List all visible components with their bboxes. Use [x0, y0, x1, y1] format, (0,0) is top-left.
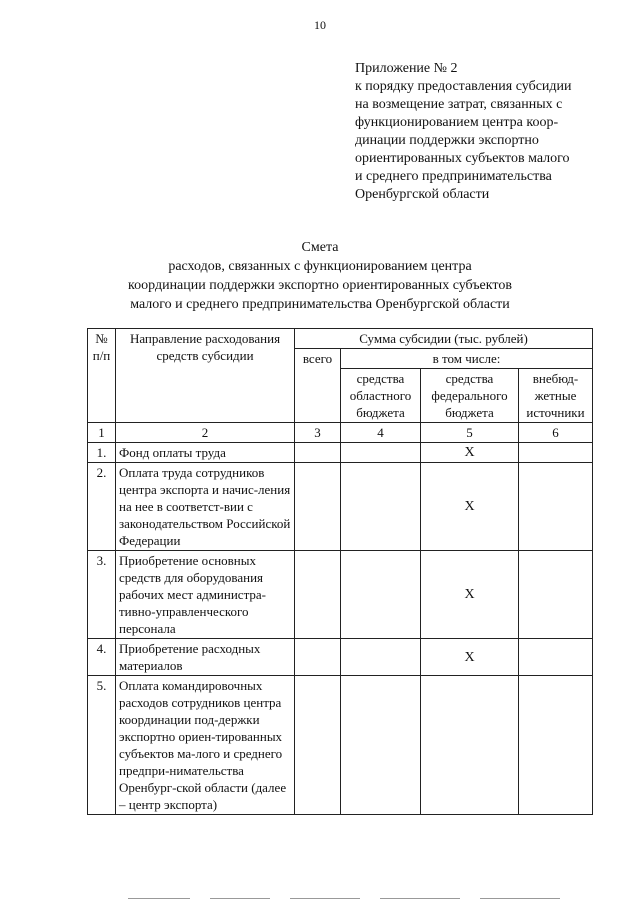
- row-extra: [519, 551, 593, 639]
- appendix-line: динации поддержки экспортно: [355, 133, 539, 148]
- row-total: [295, 676, 341, 815]
- title-line: малого и среднего предпринимательства Оренбургской области: [130, 297, 510, 312]
- footer-rule: [210, 898, 270, 899]
- appendix-line: к порядку предоставления субсидии: [355, 79, 572, 94]
- estimate-table: [87, 328, 593, 815]
- header-row: [88, 329, 593, 349]
- header-including: в том числе:: [341, 349, 593, 369]
- appendix-line: ориентированных субъектов малого: [355, 151, 570, 166]
- header-regional: средства областного бюджета: [341, 369, 421, 423]
- row-federal: [421, 676, 519, 815]
- column-number: 1: [88, 423, 116, 443]
- footer-rule: [128, 898, 190, 899]
- row-federal: Х: [421, 443, 519, 463]
- table-row: [88, 676, 593, 815]
- row-num: 5.: [88, 676, 116, 815]
- row-num: 1.: [88, 443, 116, 463]
- header-num: № п/п: [88, 329, 116, 423]
- footer-rule: [380, 898, 460, 899]
- row-num: 2.: [88, 463, 116, 551]
- row-total: [295, 443, 341, 463]
- row-direction: Приобретение расходных материалов: [116, 639, 295, 676]
- table-row: [88, 443, 593, 463]
- row-federal: Х: [421, 639, 519, 676]
- row-regional: [341, 639, 421, 676]
- row-regional: [341, 676, 421, 815]
- title-line: расходов, связанных с функционированием центра: [168, 259, 472, 274]
- table-row: [88, 639, 593, 676]
- row-federal: Х: [421, 463, 519, 551]
- column-number: 5: [421, 423, 519, 443]
- row-num: 3.: [88, 551, 116, 639]
- row-direction: Фонд оплаты труда: [116, 443, 295, 463]
- header-sum: Сумма субсидии (тыс. рублей): [295, 329, 593, 349]
- footer-rule: [480, 898, 560, 899]
- appendix-line: Приложение № 2: [355, 61, 458, 76]
- row-total: [295, 551, 341, 639]
- header-federal: средства федерального бюджета: [421, 369, 519, 423]
- column-number: 3: [295, 423, 341, 443]
- header-direction: Направление расходования средств субсидии: [116, 329, 295, 423]
- row-federal: Х: [421, 551, 519, 639]
- footer-rule: [290, 898, 360, 899]
- column-number-row: [88, 423, 593, 443]
- column-number: 4: [341, 423, 421, 443]
- document-title: [0, 238, 640, 314]
- title-line: координации поддержки экспортно ориентированных субъектов: [128, 278, 512, 293]
- row-regional: [341, 443, 421, 463]
- row-direction: Оплата командировочных расходов сотрудников центра координации под-держки экспортно ориен-тированных субъектов ма-лого и среднего предпри-нимательства Оренбург-ской области (далее – центр экспорта): [116, 676, 295, 815]
- row-extra: [519, 443, 593, 463]
- row-regional: [341, 463, 421, 551]
- row-extra: [519, 463, 593, 551]
- column-number: 2: [116, 423, 295, 443]
- row-direction: Оплата труда сотрудников центра экспорта и начис-ления на нее в соответст-вии с законодательством Российской Федерации: [116, 463, 295, 551]
- title-line: Смета: [301, 240, 339, 255]
- row-extra: [519, 639, 593, 676]
- table-row: [88, 463, 593, 551]
- appendix-line: на возмещение затрат, связанных с: [355, 97, 563, 112]
- appendix-line: Оренбургской области: [355, 187, 490, 202]
- appendix-line: и среднего предпринимательства: [355, 169, 552, 184]
- header-total: всего: [295, 349, 341, 423]
- page-number: 10: [314, 18, 326, 32]
- row-direction: Приобретение основных средств для оборудования рабочих мест администра-тивно-управленческого персонала: [116, 551, 295, 639]
- row-total: [295, 463, 341, 551]
- row-total: [295, 639, 341, 676]
- row-extra: [519, 676, 593, 815]
- table-row: [88, 551, 593, 639]
- appendix-header: [355, 60, 625, 204]
- row-regional: [341, 551, 421, 639]
- row-num: 4.: [88, 639, 116, 676]
- header-extra: внебюд-жетные источники: [519, 369, 593, 423]
- column-number: 6: [519, 423, 593, 443]
- appendix-line: функционированием центра коор-: [355, 115, 559, 130]
